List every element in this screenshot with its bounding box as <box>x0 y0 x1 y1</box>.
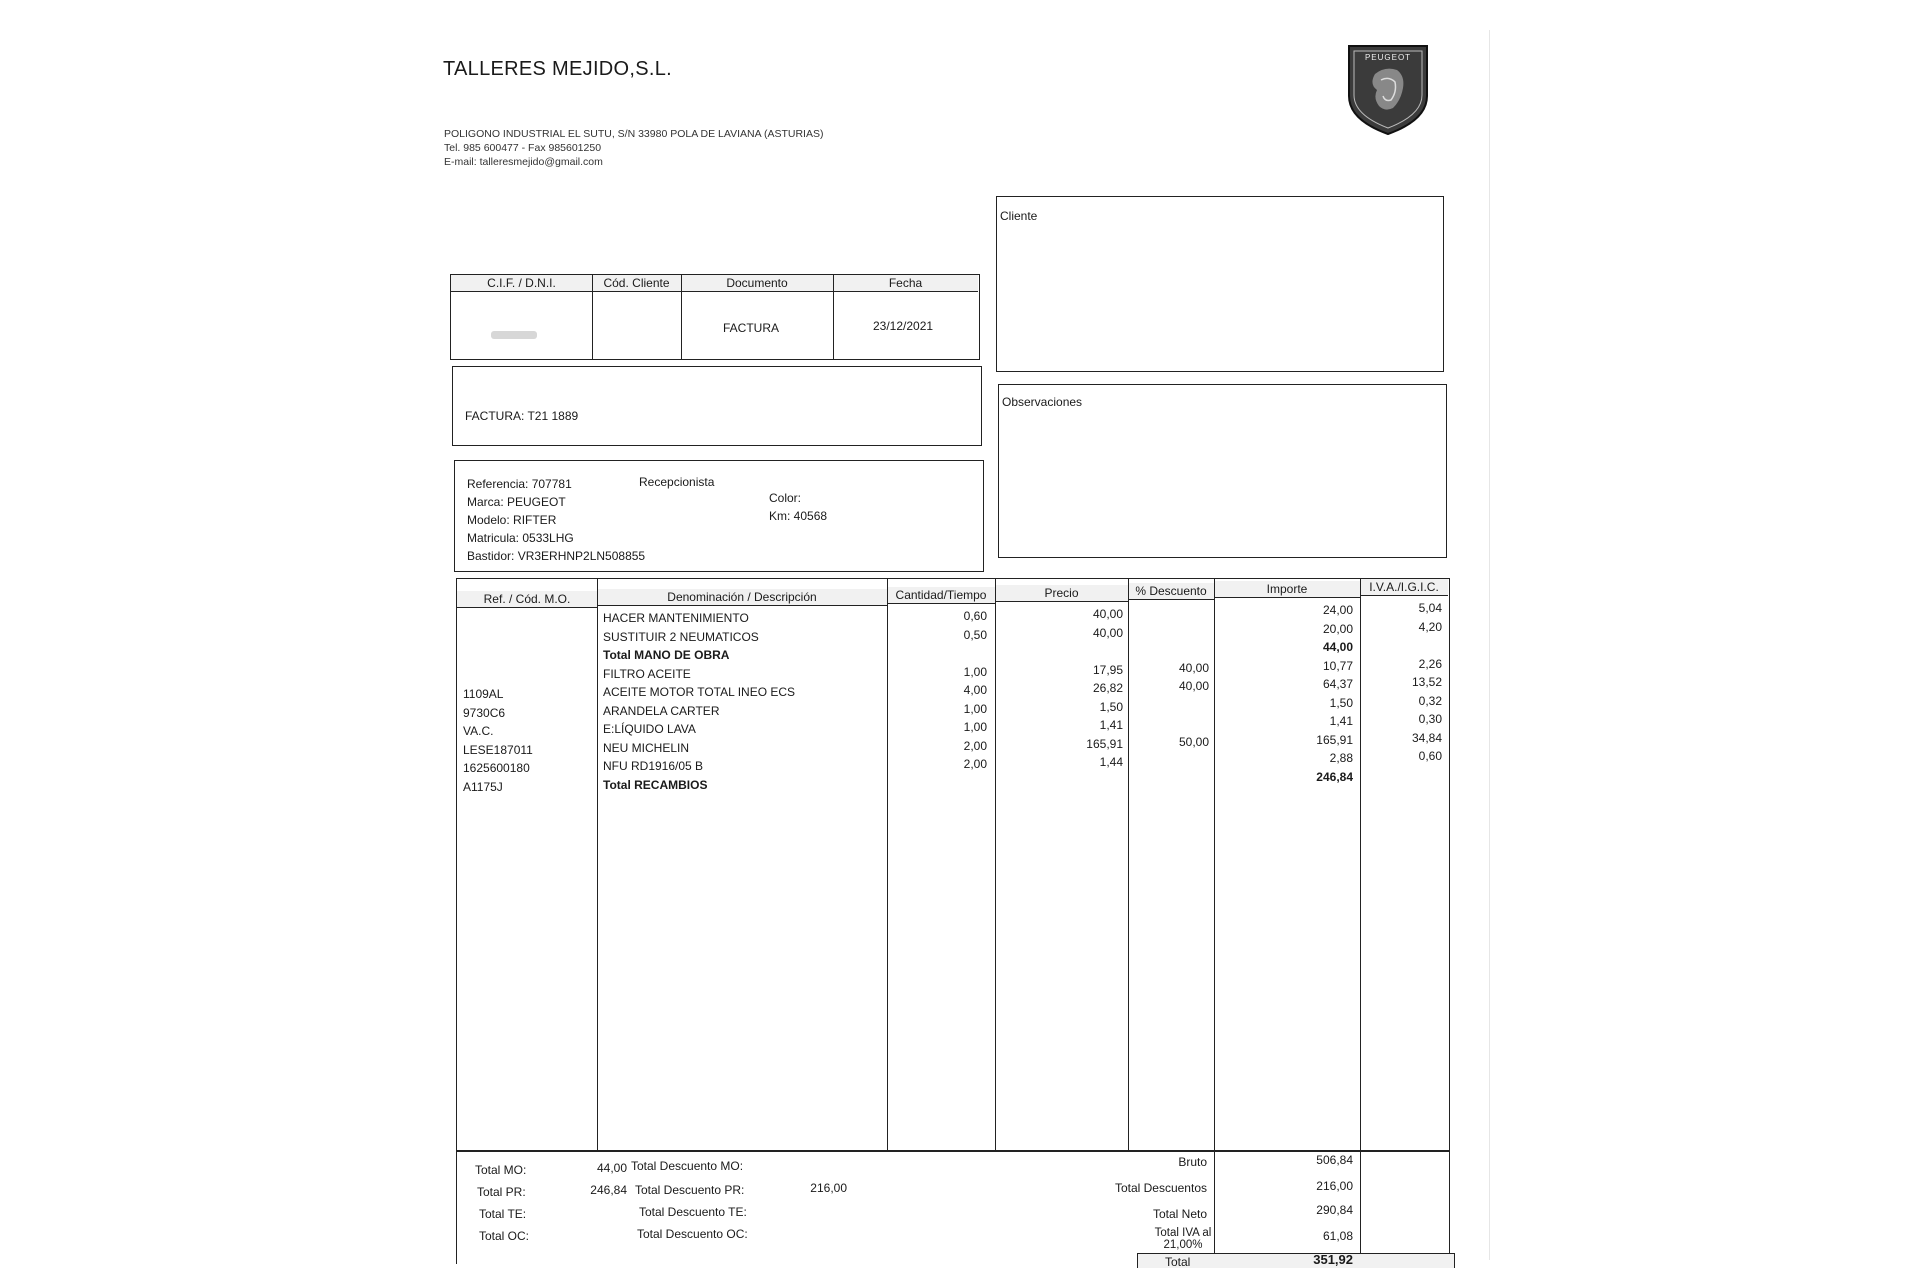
fecha-value: 23/12/2021 <box>873 319 934 333</box>
cell-disc <box>1129 605 1209 623</box>
cell-amount: 246,84 <box>1316 769 1353 784</box>
company-address: POLIGONO INDUSTRIAL EL SUTU, S/N 33980 POLA DE LAVIANA (ASTURIAS) <box>444 128 824 140</box>
cliente-label: Cliente <box>1000 209 1038 223</box>
cell-ref: VA.C. <box>463 724 494 738</box>
vehicle-modelo: Modelo: RIFTER <box>467 513 557 527</box>
col-header-iva: I.V.A./I.G.I.C. <box>1360 579 1448 596</box>
cell-iva <box>1362 638 1442 656</box>
col-header-desc: Denominación / Descripción <box>597 589 887 606</box>
vehicle-bastidor: Bastidor: VR3ERHNP2LN508855 <box>467 549 646 563</box>
cell-iva: 2,26 <box>1418 656 1442 671</box>
cell-qty: 1,00 <box>963 664 987 679</box>
cell-price: 40,00 <box>1092 607 1123 621</box>
bruto-value: 506,84 <box>1316 1153 1353 1167</box>
col-header-price: Precio <box>995 585 1128 602</box>
bruto-label: Bruto <box>1178 1155 1207 1169</box>
total-descuentos-label: Total Descuentos <box>1114 1181 1207 1195</box>
cell-desc: Total MANO DE OBRA <box>603 648 730 662</box>
cell-ref <box>463 613 593 631</box>
cell-amount: 10,77 <box>1322 658 1353 673</box>
total-neto-value: 290,84 <box>1316 1203 1353 1217</box>
cell-desc: NFU RD1916/05 B <box>603 759 704 773</box>
cell-ref: 1109AL <box>463 687 504 701</box>
cell-ref <box>463 632 593 650</box>
cell-qty: 0,60 <box>963 609 987 623</box>
vehicle-referencia: Referencia: 707781 <box>467 477 572 491</box>
total-mo-value: 44,00 <box>596 1161 627 1175</box>
col-header-qty: Cantidad/Tiempo <box>887 587 995 604</box>
totals-section <box>456 1150 1450 1269</box>
cell-disc <box>1129 642 1209 660</box>
cell-disc <box>1129 624 1209 642</box>
cell-desc: ARANDELA CARTER <box>603 703 720 718</box>
cell-desc: FILTRO ACEITE <box>603 666 691 681</box>
cell-ref: 1625600180 <box>463 761 530 775</box>
cell-desc: E:LÍQUIDO LAVA <box>603 722 696 736</box>
vehicle-box <box>454 460 984 572</box>
cif-value-redacted <box>491 327 537 341</box>
company-name: TALLERES MEJIDO,S.L. <box>443 58 673 80</box>
cell-price: 40,00 <box>1092 625 1123 640</box>
vehicle-color: Color: <box>769 491 802 505</box>
peugeot-logo <box>1345 40 1431 136</box>
total-oc-label: Total OC: <box>479 1229 530 1243</box>
cell-iva: 0,60 <box>1418 749 1442 763</box>
cell-ref: A1175J <box>463 779 503 794</box>
cell-amount: 24,00 <box>1322 603 1353 617</box>
cell-disc: 40,00 <box>1178 660 1209 675</box>
cell-qty: 2,00 <box>963 738 987 753</box>
cell-iva: 34,84 <box>1411 730 1442 745</box>
cell-qty: 0,50 <box>963 627 987 642</box>
cell-ref: LESE187011 <box>463 742 533 757</box>
cell-price: 1,44 <box>1099 755 1123 769</box>
total-value: 351,92 <box>1313 1252 1353 1267</box>
total-iva-label: Total IVA al 21,00% <box>1154 1227 1212 1251</box>
factura-number: FACTURA: T21 1889 <box>465 409 579 423</box>
total-descuento-pr-label: Total Descuento PR: <box>635 1183 745 1197</box>
cliente-box <box>996 196 1444 372</box>
cell-amount: 1,50 <box>1329 695 1353 710</box>
cell-iva: 0,32 <box>1418 693 1442 708</box>
cell-iva: 13,52 <box>1411 675 1442 689</box>
cell-qty: 2,00 <box>963 757 987 771</box>
documento-header: Documento <box>681 275 833 292</box>
header-table <box>450 274 980 360</box>
cell-qty: 1,00 <box>963 701 987 716</box>
cell-amount: 20,00 <box>1322 621 1353 636</box>
cell-desc: Total RECAMBIOS <box>603 777 708 792</box>
cell-disc <box>1129 753 1209 771</box>
cell-price: 1,41 <box>1099 718 1123 732</box>
cell-price <box>997 774 1123 792</box>
cell-qty <box>887 776 987 794</box>
observaciones-box <box>998 384 1447 558</box>
vehicle-matricula: Matricula: 0533LHG <box>467 531 574 545</box>
cell-iva <box>1362 768 1442 786</box>
total-descuento-te-label: Total Descuento TE: <box>639 1205 747 1219</box>
cell-price <box>997 644 1123 662</box>
scan-edge <box>1489 30 1490 1260</box>
total-descuentos-value: 216,00 <box>1316 1179 1353 1193</box>
total-neto-label: Total Neto <box>1152 1207 1207 1221</box>
factura-box <box>452 366 982 446</box>
cif-header: C.I.F. / D.N.I. <box>451 275 592 292</box>
cell-price: 17,95 <box>1092 662 1123 677</box>
cell-desc: ACEITE MOTOR TOTAL INEO ECS <box>603 685 796 699</box>
cell-ref <box>463 669 593 687</box>
company-email: E-mail: talleresmejido@gmail.com <box>444 156 603 168</box>
cell-iva: 4,20 <box>1418 619 1442 634</box>
cell-qty: 4,00 <box>963 683 987 697</box>
vehicle-recepcionista: Recepcionista <box>639 475 715 489</box>
cell-amount: 165,91 <box>1316 732 1353 747</box>
total-pr-value: 246,84 <box>590 1183 627 1197</box>
cell-desc: HACER MANTENIMIENTO <box>603 611 749 625</box>
total-mo-label: Total MO: <box>475 1163 527 1177</box>
cell-amount: 64,37 <box>1322 677 1353 691</box>
col-header-ref: Ref. / Cód. M.O. <box>457 591 597 608</box>
line-items-table <box>456 578 1450 1152</box>
total-te-label: Total TE: <box>479 1207 527 1221</box>
fecha-header: Fecha <box>833 275 978 292</box>
cell-disc <box>1129 716 1209 734</box>
col-header-disc: % Descuento <box>1128 583 1214 600</box>
total-iva-value: 61,08 <box>1322 1229 1353 1243</box>
total-pr-label: Total PR: <box>477 1185 526 1199</box>
cell-ref <box>463 650 593 668</box>
cod-cliente-header: Cód. Cliente <box>592 275 681 292</box>
total-label: Total <box>1165 1255 1191 1269</box>
company-phone: Tel. 985 600477 - Fax 985601250 <box>444 142 602 154</box>
total-descuento-mo-label: Total Descuento MO: <box>631 1159 744 1173</box>
documento-value: FACTURA <box>723 321 780 335</box>
cell-amount: 1,41 <box>1329 714 1353 728</box>
cell-desc: NEU MICHELIN <box>603 740 690 755</box>
cell-disc <box>1129 698 1209 716</box>
cell-amount: 2,88 <box>1329 751 1353 765</box>
total-descuento-pr-value: 216,00 <box>810 1181 847 1195</box>
vehicle-marca: Marca: PEUGEOT <box>467 495 566 509</box>
vehicle-km: Km: 40568 <box>769 509 828 523</box>
cell-desc: SUSTITUIR 2 NEUMATICOS <box>603 629 759 644</box>
cell-price: 165,91 <box>1086 736 1123 751</box>
cell-iva: 0,30 <box>1418 712 1442 726</box>
logo-text: PEUGEOT <box>1364 53 1412 62</box>
cell-price: 26,82 <box>1092 681 1123 695</box>
cell-qty: 1,00 <box>963 720 987 734</box>
total-descuento-oc-label: Total Descuento OC: <box>637 1227 748 1241</box>
cell-iva: 5,04 <box>1418 601 1442 615</box>
cell-price: 1,50 <box>1099 699 1123 714</box>
observaciones-label: Observaciones <box>1002 395 1083 409</box>
cell-qty <box>887 646 987 664</box>
cell-amount: 44,00 <box>1322 640 1353 654</box>
cell-disc: 40,00 <box>1178 679 1209 693</box>
col-header-amount: Importe <box>1214 581 1360 598</box>
cell-ref: 9730C6 <box>463 705 506 720</box>
cell-disc <box>1129 772 1209 790</box>
cell-disc: 50,00 <box>1178 734 1209 749</box>
